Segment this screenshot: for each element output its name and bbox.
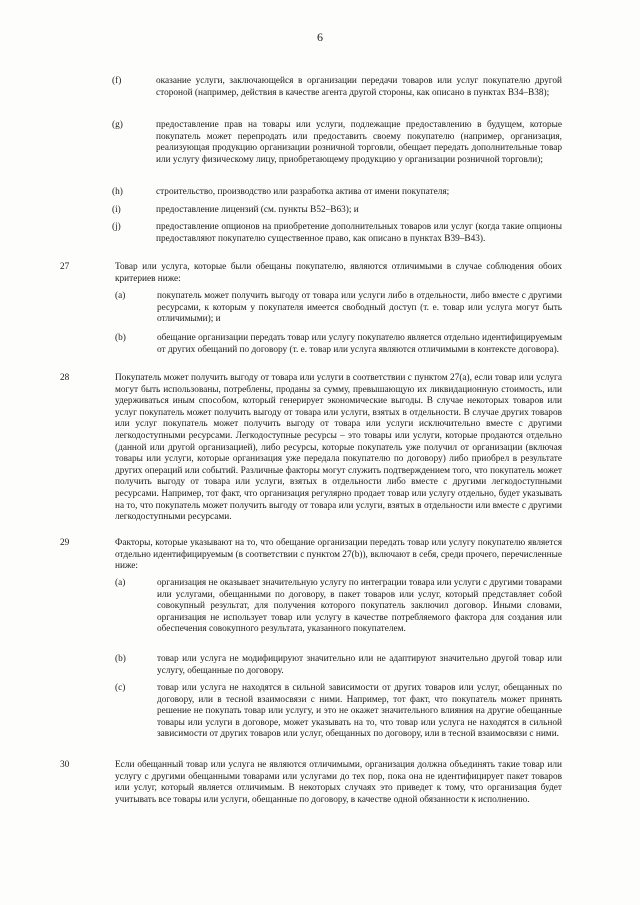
list-item-i [112, 205, 562, 217]
paragraph-30 [60, 760, 562, 806]
list-item-text: строительство, производство или разработка актива от имени покупателя; [156, 187, 450, 197]
list-item-text: предоставление лицензий (см. пункты В52–В63); и [156, 205, 359, 215]
list-item-j [112, 222, 562, 245]
paragraph-29 [60, 538, 562, 573]
list-item-label: (a) [115, 578, 126, 588]
list-item-text: товар или услуга не модифицируют значительно или не адаптируют значительно другой товар или услугу, обещанные по договору. [157, 654, 562, 676]
paragraph-29-item-c [115, 683, 562, 741]
list-item-text: предоставление прав на товары или услуги, подлежащие предоставлению в будущем, которые покупатель может перепродать или предоставить своему покупателю (например, организация, реализующая продукцию организации розничной торговли, обещает передать дополнительные товар или услугу физическому лицу, приобретающему продукцию у организации розничной торговли); [156, 120, 562, 165]
page-number: 6 [317, 30, 323, 44]
list-item-text: товар или услуга не находятся в сильной зависимости от других товаров или услуг, обещанных по договору, или в тесной взаимосвязи с ними. Например, тот факт, что покупатель может принять решение не покупать товар или услугу, и это не окажет значительного влияния на другие обещанные товары или услуги в договоре, может указывать на то, что товар или услуга не находятся в сильной зависимости от других товаров или услуг, обещанных по договору, или в тесной взаимосвязи с ними. [157, 683, 562, 740]
list-item-label: (b) [115, 333, 126, 343]
paragraph-28 [60, 373, 562, 524]
paragraph-29-item-b [115, 654, 562, 677]
paragraph-number: 27 [60, 262, 70, 272]
list-item-label: (h) [112, 187, 123, 197]
list-item-h [112, 187, 562, 199]
list-item-text: оказание услуги, заключающейся в организации передачи товаров или услуг покупателю другой стороной (например, действия в качестве агента другой стороны, как описано в пунктах В34–В38); [156, 76, 562, 98]
paragraph-text: Покупатель может получить выгоду от товара или услуги в соответствии с пунктом 27(a), если товар или услуга могут быть использованы, потреблены, проданы за сумму, превышающую их ликвидационную стоимость, или удерживаться иным способом, который генерирует экономические выгоды. В случае некоторых товаров или услуг покупатель может получить выгоду от товара или услуги, взятых в отдельности. В случае других товаров или услуг покупатель может получить выгоду от товара или услуги исключительно вместе с другими легкодоступными ресурсами. Легкодоступные ресурсы – это товары или услуги, которые продаются отдельно (данной или другой организацией), либо ресурсы, которые покупатель уже получил от организации (включая товары или услуги, которые организация уже передала покупателю по договору) либо приобрел в результате других операций или событий. Различные факторы могут служить подтверждением того, что покупатель может получить выгоду от товара или услуги, взятых в отдельности либо вместе с другими легкодоступными ресурсами. Например, тот факт, что организация регулярно продает товар или услугу отдельно, будет указывать на то, что покупатель может получить выгоду от товара или услуги, взятых в отдельности или вместе с другими легкодоступными ресурсами. [115, 373, 562, 523]
paragraph-text: Факторы, которые указывают на то, что обещание организации передать товар или услугу покупателю является отдельно идентифицируемым (в соответствии с пунктом 27(b)), включают в себя, среди прочего, перечисленные ниже: [115, 538, 562, 572]
list-item-text: организация не оказывает значительную услугу по интеграции товара или услуги с другими товарами или услугами, обещанными по договору, в пакет товаров или услуг, который представляет собой совокупный результат, для получения которого покупатель заключил договор. Иными словами, организация не использует товар или услугу в качестве потребляемого фактора для создания или обеспечения совокупного результата, указанного покупателем. [157, 578, 562, 635]
paragraph-29-item-a [115, 578, 562, 636]
list-item-label: (a) [115, 291, 126, 301]
list-item-text: предоставление опционов на приобретение дополнительных товаров или услуг (когда такие опционы предоставляют покупателю существенное право, как описано в пунктах В39–В43). [156, 222, 562, 244]
list-item-label: (i) [112, 205, 121, 215]
paragraph-number: 28 [60, 373, 70, 383]
paragraph-text: Товар или услуга, которые были обещаны покупателю, являются отличимыми в случае соблюдения обоих критериев ниже: [115, 262, 562, 284]
paragraph-text: Если обещанный товар или услуга не являются отличимыми, организация должна объединять такие товар или услугу с другими обещанными товарами или услугами до тех пор, пока она не идентифицирует пакет товаров или услуг, который является отличимым. В некоторых случаях это приведет к тому, что организация будет учитывать все товары или услуги, обещанные по договору, в качестве одной обязанности к исполнению. [115, 760, 562, 805]
list-item-label: (g) [112, 120, 123, 130]
list-item-text: обещание организации передать товар или услугу покупателю является отдельно идентифицируемым от других обещаний по договору (т. е. товар или услуга являются отличимыми в контексте договора). [157, 333, 562, 355]
list-item-f [112, 76, 562, 99]
paragraph-27-item-a [115, 291, 562, 326]
paragraph-27 [60, 262, 562, 285]
list-item-g [112, 120, 562, 166]
paragraph-number: 29 [60, 538, 70, 548]
list-item-label: (b) [115, 654, 126, 664]
paragraph-27-item-b [115, 333, 562, 356]
list-item-label: (f) [112, 76, 122, 86]
list-item-label: (j) [112, 222, 121, 232]
paragraph-number: 30 [60, 760, 70, 770]
list-item-text: покупатель может получить выгоду от товара или услуги либо в отдельности, либо вместе с другими ресурсами, к которым у покупателя имеется свободный доступ (т. е. товар или услуга могут быть отличимыми); и [157, 291, 562, 325]
list-item-label: (c) [115, 683, 126, 693]
